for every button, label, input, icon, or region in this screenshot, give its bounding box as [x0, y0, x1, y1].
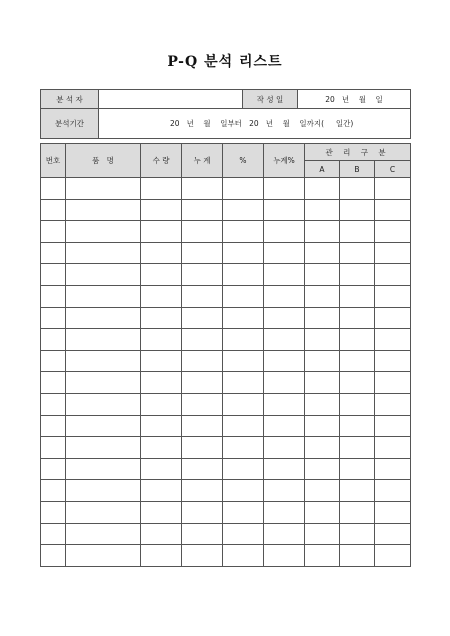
cell-class-b[interactable] [340, 393, 375, 415]
cell-quantity[interactable] [141, 393, 182, 415]
cell-percent[interactable] [223, 307, 264, 329]
cell-percent[interactable] [223, 415, 264, 437]
cell-percent[interactable] [223, 458, 264, 480]
cell-class-c[interactable] [375, 242, 411, 264]
cell-class-a[interactable] [305, 307, 340, 329]
table-row [41, 545, 411, 567]
cell-quantity[interactable] [141, 437, 182, 459]
header-no: 번호 [41, 144, 66, 178]
cell-class-c[interactable] [375, 437, 411, 459]
cell-class-c[interactable] [375, 178, 411, 200]
cell-percent[interactable] [223, 393, 264, 415]
cell-no[interactable] [41, 458, 66, 480]
cell-class-b[interactable] [340, 242, 375, 264]
cell-cumulative[interactable] [182, 178, 223, 200]
cell-quantity[interactable] [141, 458, 182, 480]
header-cumulative-percent: 누계% [264, 144, 305, 178]
cell-class-b[interactable] [340, 285, 375, 307]
cell-no[interactable] [41, 350, 66, 372]
cell-class-a[interactable] [305, 458, 340, 480]
cell-percent[interactable] [223, 242, 264, 264]
cell-class-c[interactable] [375, 307, 411, 329]
cell-item[interactable] [66, 458, 141, 480]
cell-class-c[interactable] [375, 285, 411, 307]
cell-class-b[interactable] [340, 523, 375, 545]
cell-item[interactable] [66, 307, 141, 329]
table-row [41, 523, 411, 545]
cell-percent[interactable] [223, 264, 264, 286]
cell-cumulative[interactable] [182, 307, 223, 329]
table-row [41, 501, 411, 523]
cell-cumulative-percent[interactable] [264, 545, 305, 567]
cell-quantity[interactable] [141, 242, 182, 264]
cell-no[interactable] [41, 437, 66, 459]
cell-item[interactable] [66, 285, 141, 307]
cell-class-c[interactable] [375, 221, 411, 243]
cell-class-b[interactable] [340, 501, 375, 523]
cell-cumulative[interactable] [182, 199, 223, 221]
cell-item[interactable] [66, 480, 141, 502]
period-label: 분석기간 [41, 109, 99, 139]
cell-no[interactable] [41, 264, 66, 286]
cell-cumulative[interactable] [182, 458, 223, 480]
analyst-field[interactable] [99, 90, 243, 109]
cell-class-c[interactable] [375, 523, 411, 545]
cell-class-b[interactable] [340, 458, 375, 480]
cell-class-c[interactable] [375, 329, 411, 351]
cell-item[interactable] [66, 264, 141, 286]
cell-no[interactable] [41, 221, 66, 243]
cell-percent[interactable] [223, 285, 264, 307]
table-row [41, 221, 411, 243]
cell-cumulative-percent[interactable] [264, 199, 305, 221]
cell-no[interactable] [41, 545, 66, 567]
table-row [41, 415, 411, 437]
cell-cumulative-percent[interactable] [264, 501, 305, 523]
cell-no[interactable] [41, 523, 66, 545]
cell-class-c[interactable] [375, 458, 411, 480]
cell-cumulative[interactable] [182, 523, 223, 545]
cell-cumulative-percent[interactable] [264, 458, 305, 480]
cell-quantity[interactable] [141, 178, 182, 200]
cell-class-c[interactable] [375, 480, 411, 502]
cell-percent[interactable] [223, 350, 264, 372]
cell-class-a[interactable] [305, 350, 340, 372]
table-row [41, 199, 411, 221]
cell-class-b[interactable] [340, 350, 375, 372]
cell-class-a[interactable] [305, 264, 340, 286]
cell-class-c[interactable] [375, 501, 411, 523]
cell-cumulative[interactable] [182, 415, 223, 437]
cell-cumulative[interactable] [182, 264, 223, 286]
cell-cumulative-percent[interactable] [264, 480, 305, 502]
cell-cumulative[interactable] [182, 221, 223, 243]
document-title: P-Q 분석 리스트 [167, 54, 283, 70]
period-field[interactable] [99, 109, 411, 139]
cell-percent[interactable] [223, 523, 264, 545]
cell-item[interactable] [66, 523, 141, 545]
cell-quantity[interactable] [141, 264, 182, 286]
table-row [41, 458, 411, 480]
cell-no[interactable] [41, 501, 66, 523]
table-row [41, 372, 411, 394]
cell-class-a[interactable] [305, 415, 340, 437]
cell-cumulative-percent[interactable] [264, 523, 305, 545]
cell-class-a[interactable] [305, 178, 340, 200]
cell-quantity[interactable] [141, 199, 182, 221]
cell-quantity[interactable] [141, 415, 182, 437]
written-date-field[interactable]: 20 년 월 일 [298, 90, 411, 109]
table-row [41, 437, 411, 459]
cell-cumulative[interactable] [182, 545, 223, 567]
analyst-label: 분 석 자 [41, 90, 99, 109]
cell-no[interactable] [41, 329, 66, 351]
cell-class-a[interactable] [305, 437, 340, 459]
cell-class-a[interactable] [305, 329, 340, 351]
cell-percent[interactable] [223, 372, 264, 394]
cell-cumulative-percent[interactable] [264, 329, 305, 351]
written-date-label: 작 성 일 [243, 90, 298, 109]
cell-cumulative[interactable] [182, 501, 223, 523]
cell-percent[interactable] [223, 329, 264, 351]
cell-class-a[interactable] [305, 480, 340, 502]
period-from: 20 년 월 일부터 [169, 119, 242, 128]
cell-cumulative-percent[interactable] [264, 242, 305, 264]
cell-quantity[interactable] [141, 350, 182, 372]
cell-item[interactable] [66, 545, 141, 567]
header-class-a: A [305, 161, 340, 178]
table-row [41, 264, 411, 286]
cell-class-c[interactable] [375, 372, 411, 394]
cell-class-b[interactable] [340, 415, 375, 437]
cell-item[interactable] [66, 199, 141, 221]
cell-class-c[interactable] [375, 393, 411, 415]
cell-cumulative[interactable] [182, 393, 223, 415]
info-table [40, 89, 411, 139]
table-row [41, 329, 411, 351]
cell-quantity[interactable] [141, 501, 182, 523]
header-class-c: C [375, 161, 411, 178]
cell-cumulative-percent[interactable] [264, 350, 305, 372]
cell-percent[interactable] [223, 221, 264, 243]
cell-class-c[interactable] [375, 199, 411, 221]
cell-class-a[interactable] [305, 285, 340, 307]
cell-class-b[interactable] [340, 329, 375, 351]
cell-quantity[interactable] [141, 545, 182, 567]
cell-item[interactable] [66, 393, 141, 415]
cell-quantity[interactable] [141, 523, 182, 545]
cell-quantity[interactable] [141, 285, 182, 307]
cell-cumulative[interactable] [182, 372, 223, 394]
cell-cumulative[interactable] [182, 329, 223, 351]
cell-class-c[interactable] [375, 350, 411, 372]
cell-quantity[interactable] [141, 221, 182, 243]
header-cumulative: 누 계 [182, 144, 223, 178]
cell-class-a[interactable] [305, 523, 340, 545]
table-row [41, 350, 411, 372]
cell-cumulative[interactable] [182, 437, 223, 459]
cell-quantity[interactable] [141, 372, 182, 394]
cell-class-b[interactable] [340, 437, 375, 459]
cell-no[interactable] [41, 415, 66, 437]
cell-no[interactable] [41, 393, 66, 415]
cell-cumulative-percent[interactable] [264, 437, 305, 459]
cell-no[interactable] [41, 307, 66, 329]
cell-class-b[interactable] [340, 199, 375, 221]
cell-cumulative[interactable] [182, 350, 223, 372]
cell-cumulative-percent[interactable] [264, 415, 305, 437]
cell-cumulative[interactable] [182, 480, 223, 502]
cell-class-b[interactable] [340, 264, 375, 286]
pq-table [40, 143, 411, 567]
cell-item[interactable] [66, 221, 141, 243]
cell-cumulative-percent[interactable] [264, 285, 305, 307]
header-class-b: B [340, 161, 375, 178]
cell-cumulative-percent[interactable] [264, 221, 305, 243]
cell-percent[interactable] [223, 178, 264, 200]
table-row [41, 393, 411, 415]
cell-cumulative[interactable] [182, 242, 223, 264]
cell-class-a[interactable] [305, 501, 340, 523]
header-classification: 관 리 구 분 [305, 144, 411, 161]
cell-class-a[interactable] [305, 393, 340, 415]
cell-percent[interactable] [223, 480, 264, 502]
cell-no[interactable] [41, 199, 66, 221]
cell-class-a[interactable] [305, 242, 340, 264]
cell-class-b[interactable] [340, 221, 375, 243]
cell-percent[interactable] [223, 437, 264, 459]
cell-class-a[interactable] [305, 372, 340, 394]
cell-item[interactable] [66, 437, 141, 459]
cell-cumulative-percent[interactable] [264, 264, 305, 286]
cell-cumulative-percent[interactable] [264, 307, 305, 329]
cell-item[interactable] [66, 242, 141, 264]
table-row [41, 480, 411, 502]
cell-item[interactable] [66, 178, 141, 200]
cell-class-b[interactable] [340, 480, 375, 502]
cell-item[interactable] [66, 350, 141, 372]
cell-no[interactable] [41, 480, 66, 502]
cell-no[interactable] [41, 285, 66, 307]
cell-class-c[interactable] [375, 415, 411, 437]
table-row [41, 285, 411, 307]
header-percent: % [223, 144, 264, 178]
cell-percent[interactable] [223, 545, 264, 567]
cell-quantity[interactable] [141, 480, 182, 502]
cell-class-c[interactable] [375, 264, 411, 286]
cell-no[interactable] [41, 242, 66, 264]
table-row [41, 307, 411, 329]
cell-class-b[interactable] [340, 545, 375, 567]
cell-class-a[interactable] [305, 199, 340, 221]
table-row [41, 242, 411, 264]
cell-item[interactable] [66, 415, 141, 437]
cell-item[interactable] [66, 329, 141, 351]
cell-no[interactable] [41, 372, 66, 394]
cell-percent[interactable] [223, 501, 264, 523]
cell-class-a[interactable] [305, 545, 340, 567]
cell-cumulative-percent[interactable] [264, 178, 305, 200]
table-row [41, 178, 411, 200]
cell-percent[interactable] [223, 199, 264, 221]
header-quantity: 수 량 [141, 144, 182, 178]
cell-item[interactable] [66, 501, 141, 523]
cell-class-c[interactable] [375, 545, 411, 567]
cell-class-a[interactable] [305, 221, 340, 243]
cell-class-b[interactable] [340, 372, 375, 394]
cell-cumulative-percent[interactable] [264, 393, 305, 415]
cell-item[interactable] [66, 372, 141, 394]
cell-cumulative-percent[interactable] [264, 372, 305, 394]
cell-quantity[interactable] [141, 307, 182, 329]
cell-class-b[interactable] [340, 178, 375, 200]
cell-cumulative[interactable] [182, 285, 223, 307]
header-item: 품 명 [66, 144, 141, 178]
period-to: 20 년 월 일까지( 일간) [249, 119, 354, 128]
cell-quantity[interactable] [141, 329, 182, 351]
cell-no[interactable] [41, 178, 66, 200]
cell-class-b[interactable] [340, 307, 375, 329]
